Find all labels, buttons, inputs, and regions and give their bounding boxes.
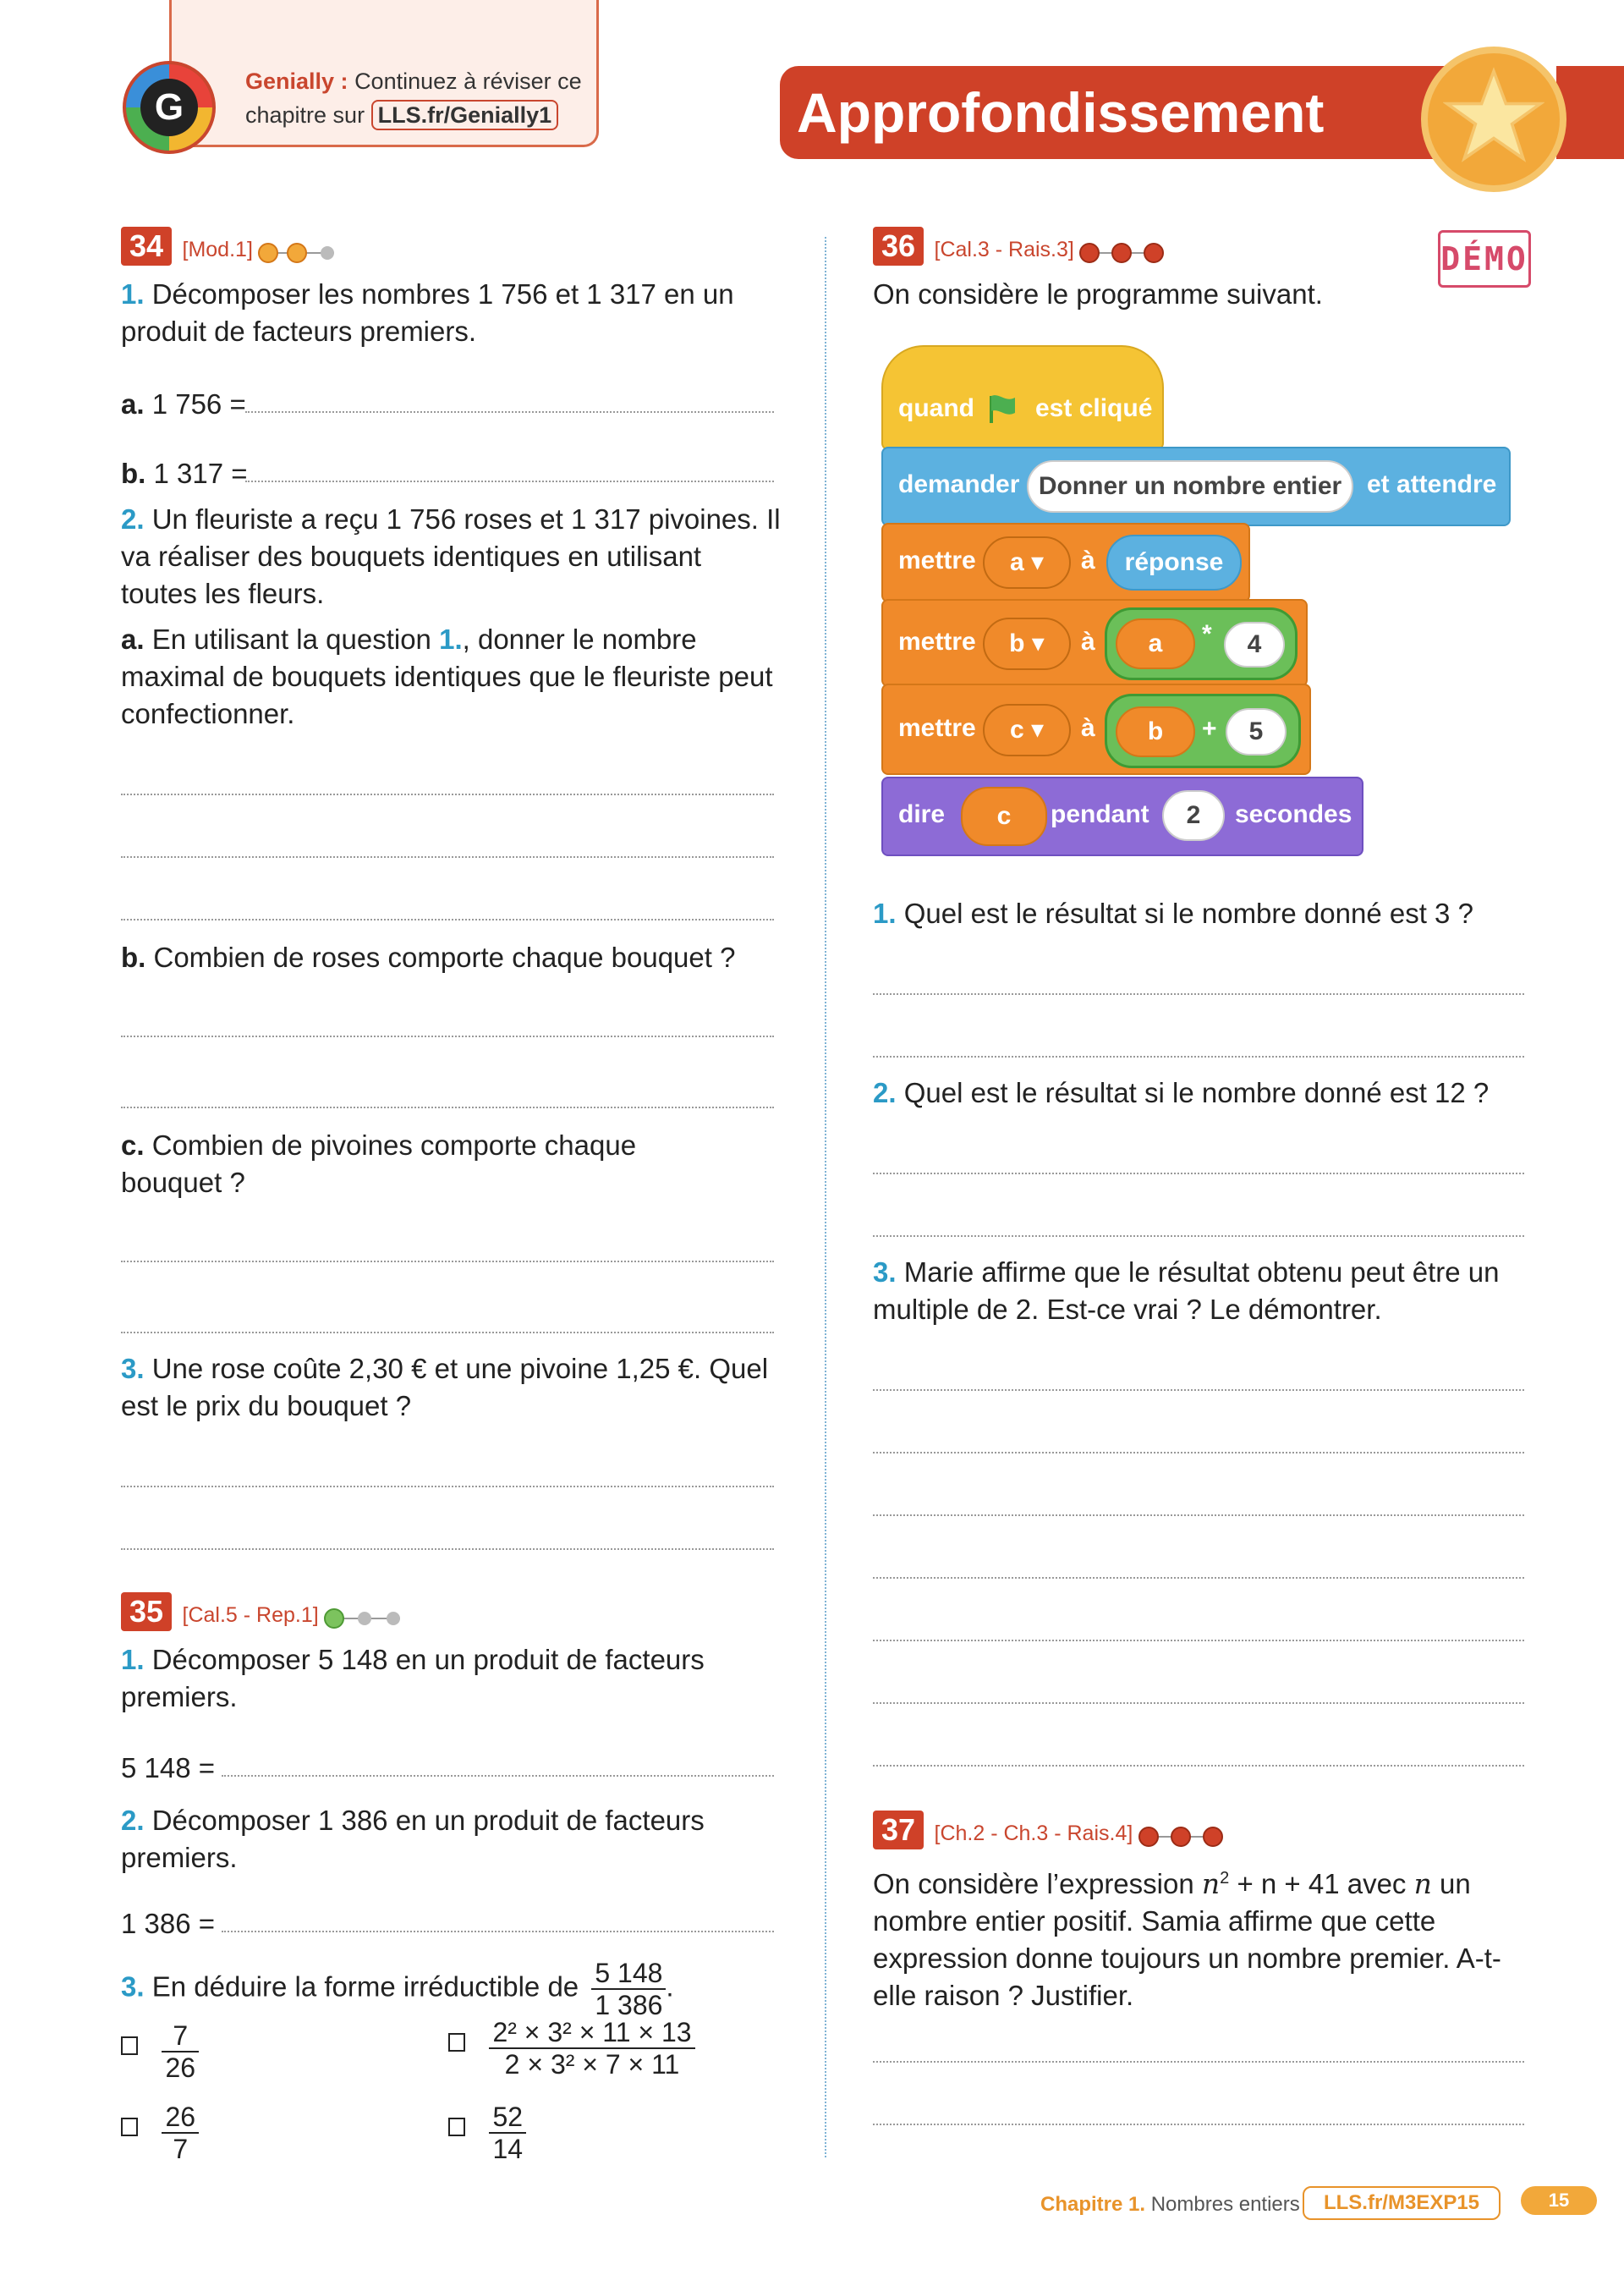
exercise-tag: Cal.5 - Rep.1	[188, 1603, 313, 1627]
question-text: Décomposer les nombres 1 756 et 1 317 en un produit de facteurs premiers.	[121, 278, 734, 347]
answer-line[interactable]	[121, 794, 774, 795]
exercise-number: 36	[873, 227, 924, 266]
page-number: 15	[1521, 2186, 1597, 2215]
answer-line[interactable]	[873, 1235, 1524, 1237]
answer-line[interactable]	[222, 1775, 774, 1777]
exercise-number: 37	[873, 1811, 924, 1849]
answer-line[interactable]	[873, 2124, 1524, 2125]
ex36-q1: 1. Quel est le résultat si le nombre donné est 3 ?	[873, 898, 1473, 929]
block-set-c[interactable]: mettre c ▾ à b + 5	[881, 684, 1311, 775]
block-when-flag[interactable]: quand est cliqué	[881, 345, 1164, 450]
c-reporter[interactable]: c	[961, 787, 1047, 846]
answer-line[interactable]	[121, 1548, 774, 1550]
operator-add[interactable]: b + 5	[1105, 694, 1301, 768]
option-1[interactable]: $\frac{7}{26}$	[121, 2020, 199, 2083]
answer-line[interactable]	[121, 1261, 774, 1262]
exercise-number: 35	[121, 1592, 172, 1631]
answer-line[interactable]	[873, 1514, 1524, 1516]
checkbox[interactable]	[448, 2118, 465, 2136]
genially-link[interactable]: LLS.fr/Genially1	[371, 100, 559, 130]
block-set-a[interactable]: mettre a ▾ à réponse	[881, 523, 1250, 602]
difficulty-dots-icon	[322, 1606, 407, 1631]
answer-line[interactable]	[873, 1640, 1524, 1641]
answer-line[interactable]	[121, 1036, 774, 1037]
answer-line[interactable]	[873, 1702, 1524, 1704]
checkbox[interactable]	[121, 2036, 138, 2055]
genially-text: Continuez à réviser ce chapitre sur	[245, 69, 582, 128]
ask-input[interactable]: Donner un nombre entier	[1027, 460, 1353, 513]
demo-badge[interactable]: DÉMO	[1438, 230, 1531, 288]
block-ask[interactable]: demander Donner un nombre entier et attendre	[881, 447, 1511, 526]
answer-line[interactable]	[121, 1332, 774, 1333]
ex35-q3: 3. En déduire la forme irréductible de $\frac{5 148}{1 386}$ .	[121, 1958, 674, 2020]
answer-line[interactable]	[873, 2061, 1524, 2063]
block-set-b[interactable]: mettre b ▾ à a * 4	[881, 599, 1308, 687]
difficulty-dots-icon	[1078, 240, 1167, 266]
ex36-q3: 3. Marie affirme que le résultat obtenu peut être un multiple de 2. Est-ce vrai ? Le démontrer.	[873, 1256, 1500, 1325]
answer-line[interactable]	[873, 1389, 1524, 1391]
option-2[interactable]: $\frac{\text{2² × 3² × 11 × 13}}{\text{2 × 3² × 7 × 11}}$	[448, 2017, 695, 2080]
answer-line[interactable]	[873, 993, 1524, 995]
question-number: 1.	[121, 278, 145, 310]
exercise-tag: Ch.2 - Ch.3 - Rais.4	[940, 1822, 1127, 1845]
ex34-header: 34 [Mod.1]	[121, 227, 341, 266]
ex34-q2b: b. Combien de roses comporte chaque bouquet ?	[121, 942, 736, 973]
seconds-input[interactable]: 2	[1162, 790, 1225, 841]
var-dropdown-c[interactable]: c ▾	[983, 704, 1071, 756]
ex37-text: On considère l’expression $n^2 + n + 41$ avec n un nombre entier positif. Samia affirme que cette expression donne toujours un nombre premier. A-t-elle raison ? Justifier.	[873, 1867, 1501, 2011]
difficulty-dots-icon	[256, 240, 341, 266]
ex34-q3: 3. Une rose coûte 2,30 € et une pivoine 1,25 €. Quel est le prix du bouquet ?	[121, 1353, 769, 1421]
ex34-q1	[121, 276, 764, 350]
ex37-header: 37 [Ch.2 - Ch.3 - Rais.4]	[873, 1811, 1226, 1849]
ex35-q1: 1. Décomposer 5 148 en un produit de facteurs premiers.	[121, 1644, 705, 1712]
ex34-q1b: b. 1 317 =	[121, 458, 248, 489]
ex34-q2: 2. Un fleuriste a reçu 1 756 roses et 1 317 pivoines. Il va réaliser des bouquets identiques en utilisant toutes les fleurs.	[121, 503, 781, 609]
answer-reporter[interactable]: réponse	[1106, 535, 1242, 591]
column-divider	[825, 237, 826, 2157]
answer-line[interactable]	[121, 919, 774, 920]
ex36-header: 36 [Cal.3 - Rais.3]	[873, 227, 1167, 266]
ex34-q1a: a. 1 756 =	[121, 388, 246, 420]
answer-line[interactable]	[121, 1107, 774, 1108]
section-banner	[780, 66, 1487, 159]
checkbox[interactable]	[121, 2118, 138, 2136]
chevron-down-icon: ▾	[1031, 629, 1045, 657]
section-title: Approfondissement	[797, 81, 1325, 144]
footer-link[interactable]: LLS.fr/M3EXP15	[1303, 2186, 1501, 2220]
ex35-header: 35 [Cal.5 - Rep.1]	[121, 1592, 407, 1631]
ex36-intro: On considère le programme suivant.	[873, 278, 1323, 310]
answer-line[interactable]	[873, 1577, 1524, 1579]
var-dropdown-b[interactable]: b ▾	[983, 618, 1071, 670]
block-say[interactable]: dire c pendant 2 secondes	[881, 777, 1363, 856]
genially-brand: Genially :	[245, 69, 348, 94]
answer-line[interactable]	[121, 1486, 774, 1487]
exercise-number: 34	[121, 227, 172, 266]
green-flag-icon	[986, 393, 1020, 426]
ex35-q1-eq: 5 148 =	[121, 1752, 216, 1783]
exercise-tag: Mod.1	[188, 238, 247, 261]
ex34-q2a: a. En utilisant la question 1., donner le nombre maximal de bouquets identiques que le fleuriste peut confectionner.	[121, 624, 773, 729]
answer-line[interactable]	[245, 481, 774, 482]
banner-edge	[1556, 66, 1624, 159]
ex36-q2: 2. Quel est le résultat si le nombre donné est 12 ?	[873, 1077, 1490, 1108]
chevron-down-icon: ▾	[1030, 548, 1045, 576]
star-icon	[1421, 47, 1566, 192]
answer-line[interactable]	[121, 856, 774, 858]
genially-logo-icon: G	[123, 61, 216, 154]
ex35-q2: 2. Décomposer 1 386 en un produit de facteurs premiers.	[121, 1805, 705, 1873]
answer-line[interactable]	[873, 1173, 1524, 1174]
checkbox[interactable]	[448, 2033, 465, 2052]
ex35-q2-eq: 1 386 =	[121, 1908, 216, 1939]
chevron-down-icon: ▾	[1030, 716, 1045, 744]
var-dropdown-a[interactable]: a ▾	[983, 536, 1071, 589]
answer-line[interactable]	[873, 1056, 1524, 1058]
option-3[interactable]: $\frac{26}{7}$	[121, 2102, 199, 2164]
answer-line[interactable]	[873, 1765, 1524, 1767]
answer-line[interactable]	[873, 1452, 1524, 1453]
exercise-tag: Cal.3 - Rais.3	[940, 238, 1068, 261]
operator-multiply[interactable]: a * 4	[1105, 607, 1298, 680]
difficulty-dots-icon	[1137, 1824, 1226, 1849]
genially-callout	[245, 64, 601, 132]
footer-chapter: Chapitre 1. Nombres entiers	[1040, 2193, 1300, 2216]
ex34-q2c: c. Combien de pivoines comporte chaque bouquet ?	[121, 1129, 637, 1198]
answer-line[interactable]	[222, 1931, 774, 1932]
option-4[interactable]: $\frac{52}{14}$	[448, 2102, 526, 2164]
answer-line[interactable]	[245, 411, 774, 413]
